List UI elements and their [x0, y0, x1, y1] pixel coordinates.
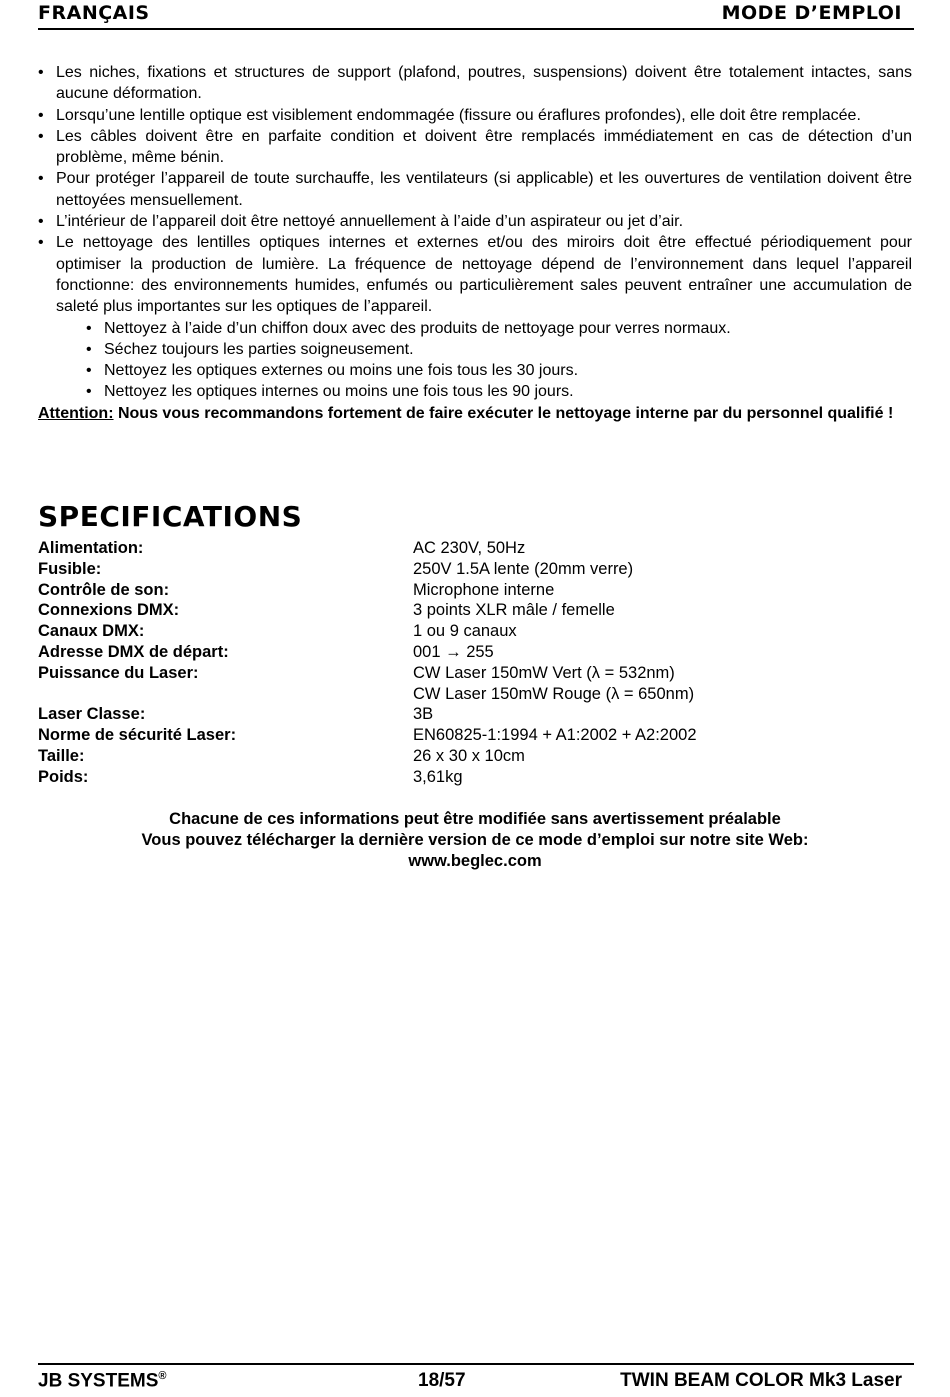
specifications-table	[38, 538, 912, 788]
spec-value: AC 230V, 50Hz	[413, 539, 526, 557]
spec-value: CW Laser 150mW Rouge (λ = 650nm)	[413, 684, 695, 703]
spec-label	[38, 684, 413, 705]
cleaning-sublist	[38, 318, 912, 403]
spec-row	[38, 746, 912, 767]
list-item: • Les niches, fixations et structures de support (plafond, poutres, suspensions) doivent être totalement intactes, sans aucune déformation.	[38, 62, 912, 105]
spec-row	[38, 642, 912, 663]
footer-model: TWIN BEAM COLOR Mk3 Laser	[620, 1370, 902, 1391]
list-item: • Pour protéger l’appareil de toute surchauffe, les ventilateurs (si applicable) et les ouvertures de ventilation doivent être nettoyées mensuellement.	[38, 168, 912, 211]
spec-row	[38, 580, 912, 601]
spec-label: Canaux DMX:	[38, 622, 145, 641]
page-header	[38, 2, 914, 30]
spec-label: Fusible:	[38, 559, 102, 578]
spec-row	[38, 767, 912, 788]
page-number: 18/57	[418, 1370, 466, 1391]
spec-value: 3B	[413, 705, 434, 724]
attention-text: Nous vous recommandons fortement de faire exécuter le nettoyage interne par du personnel qualifié !	[113, 404, 894, 422]
list-item: • L’intérieur de l’appareil doit être nettoyé annuellement à l’aide d’un aspirateur ou jet d’air.	[38, 211, 912, 232]
spec-label: Poids:	[38, 767, 89, 786]
sub-list-item: • Nettoyez les optiques externes ou moins une fois tous les 30 jours.	[86, 360, 912, 381]
attention-label: Attention:	[38, 404, 114, 422]
attention-note	[38, 403, 912, 424]
header-doc-type: MODE D’EMPLOI	[721, 2, 902, 24]
maintenance-list	[38, 62, 912, 318]
notice-line: Vous pouvez télécharger la dernière version de ce mode d’emploi sur notre site Web:	[141, 831, 809, 849]
sub-list-item: • Nettoyez à l’aide d’un chiffon doux avec des produits de nettoyage pour verres normaux.	[86, 318, 912, 339]
footer-brand	[38, 1370, 166, 1392]
spec-value: 26 x 30 x 10cm	[413, 746, 525, 765]
specifications-title: SPECIFICATIONS	[38, 500, 303, 533]
brand-name: JB SYSTEMS	[38, 1370, 159, 1392]
spec-label: Taille:	[38, 746, 85, 765]
page-footer	[38, 1363, 914, 1397]
spec-value: EN60825-1:1994 + A1:2002 + A2:2002	[413, 726, 697, 745]
spec-value: 001 → 255	[413, 642, 494, 661]
spec-row	[38, 684, 912, 705]
spec-value: 250V 1.5A lente (20mm verre)	[413, 559, 634, 578]
spec-label: Puissance du Laser:	[38, 663, 199, 682]
spec-label: Laser Classe:	[38, 705, 146, 724]
list-item: • Lorsqu’une lentille optique est visiblement endommagée (fissure ou éraflures profondes), elle doit être remplacée.	[38, 105, 912, 126]
spec-label: Contrôle de son:	[38, 580, 170, 599]
spec-value: Microphone interne	[413, 580, 555, 599]
spec-value: 1 ou 9 canaux	[413, 622, 517, 641]
spec-row	[38, 600, 912, 621]
spec-row	[38, 704, 912, 725]
notice-line: Chacune de ces informations peut être modifiée sans avertissement préalable	[169, 810, 781, 828]
spec-label: Connexions DMX:	[38, 601, 180, 620]
spec-label: Adresse DMX de départ:	[38, 642, 229, 661]
header-language: FRANÇAIS	[38, 2, 150, 24]
list-item: • Le nettoyage des lentilles optiques internes et externes et/ou des miroirs doit être effectué périodiquement pour optimiser la production de lumière. La fréquence de nettoyage dépend de l’environnement dans lequel l’appareil fonctionne: des environnements humides, enfumés ou particulièrement sales peuvent entraîner une accumulation de saleté plus importantes sur les optiques de l’appareil.	[38, 232, 912, 317]
registered-mark: ®	[158, 1370, 167, 1382]
sub-list-item: • Séchez toujours les parties soigneusement.	[86, 339, 912, 360]
spec-value: 3 points XLR mâle / femelle	[413, 601, 615, 620]
spec-value: 3,61kg	[413, 767, 463, 786]
spec-label: Alimentation:	[38, 539, 144, 557]
notice-block	[38, 809, 912, 872]
spec-row	[38, 663, 912, 684]
spec-label: Norme de sécurité Laser:	[38, 726, 237, 745]
spec-row	[38, 621, 912, 642]
list-item: • Les câbles doivent être en parfaite condition et doivent être remplacés immédiatement en cas de détection d’un problème, même bénin.	[38, 126, 912, 169]
maintenance-section	[38, 62, 912, 424]
spec-row	[38, 538, 912, 559]
spec-row	[38, 725, 912, 746]
spec-row	[38, 559, 912, 580]
website-link[interactable]: www.beglec.com	[408, 852, 542, 870]
spec-value: CW Laser 150mW Vert (λ = 532nm)	[413, 663, 675, 682]
sub-list-item: • Nettoyez les optiques internes ou moins une fois tous les 90 jours.	[86, 381, 912, 402]
